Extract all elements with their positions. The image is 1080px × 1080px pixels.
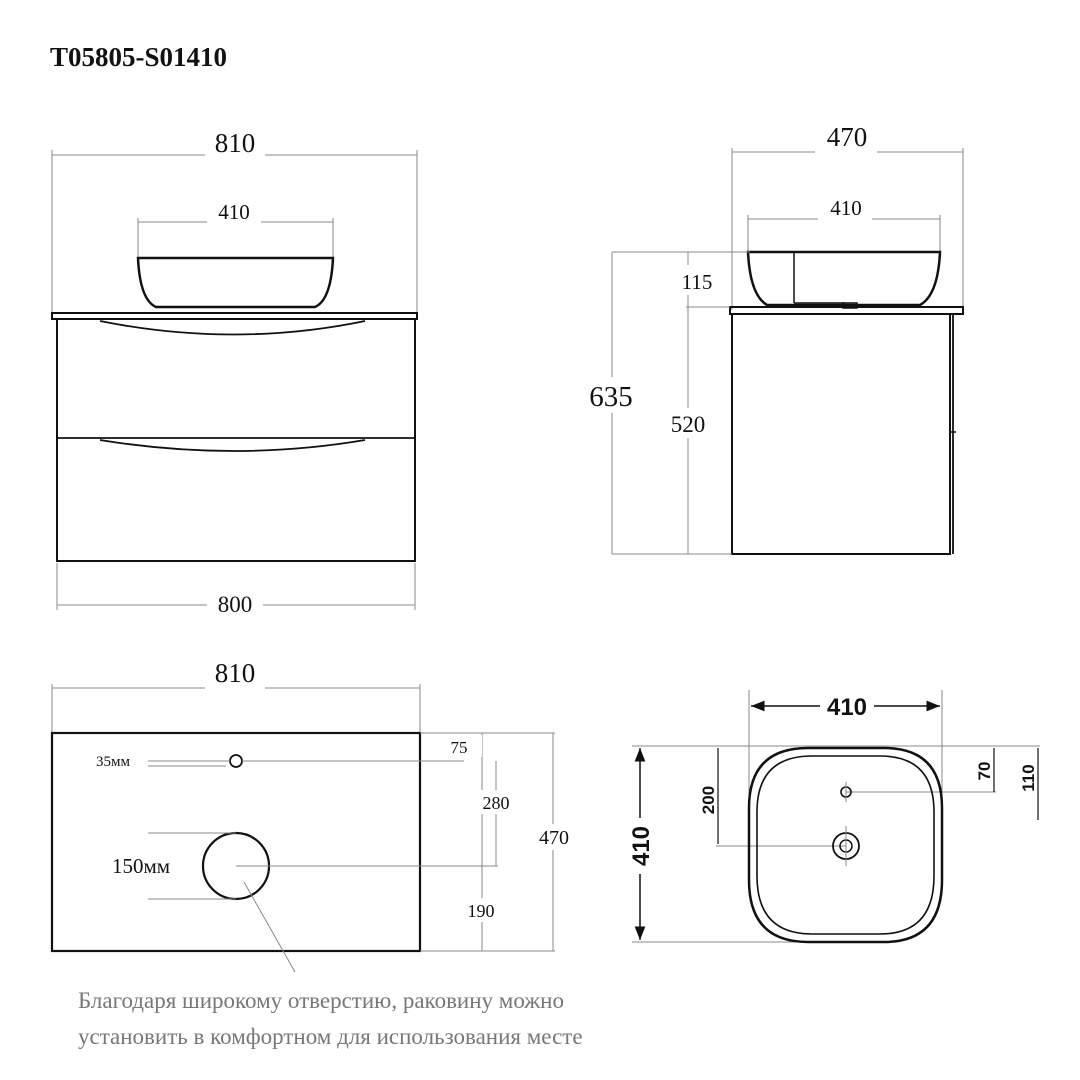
- side-basin-height-label: 115: [681, 270, 713, 294]
- top-dim-190: 190: [467, 901, 495, 921]
- top-dim-280: 280: [482, 793, 510, 813]
- top-dim-75: 75: [450, 738, 468, 757]
- tap-hole: [230, 755, 242, 767]
- drain-hole-label: 150мм: [112, 854, 171, 878]
- top-view: [52, 654, 578, 972]
- front-cabinet-width-label: 800: [217, 592, 253, 617]
- side-basin-width-label: 410: [830, 196, 862, 220]
- front-basin: [138, 258, 333, 307]
- note-line-1: Благодаря широкому отверстию, раковину можно: [78, 988, 564, 1013]
- side-basin: [748, 252, 940, 305]
- side-cabinet: [732, 314, 950, 554]
- side-total-height-label: 635: [589, 381, 633, 413]
- front-top-width-label: 810: [214, 128, 256, 158]
- top-depth-label: 470: [539, 827, 569, 849]
- basin-plan-view: [624, 688, 1040, 942]
- basin-depth-label: 410: [628, 825, 655, 867]
- basin-width-label: 410: [826, 694, 868, 721]
- side-cabinet-height-label: 520: [670, 412, 706, 437]
- front-view: [52, 122, 417, 620]
- basin-dim-70: 70: [975, 761, 994, 781]
- top-width-label: 810: [214, 658, 256, 688]
- front-basin-width-label: 410: [218, 200, 250, 224]
- basin-dim-200: 200: [699, 785, 718, 815]
- side-view: [583, 118, 963, 554]
- tap-hole-label: 35мм: [96, 754, 130, 770]
- note-line-2: установить в комфортном для использования месте: [78, 1024, 583, 1049]
- side-top-depth-label: 470: [826, 122, 868, 152]
- page-title: T05805-S01410: [50, 42, 228, 72]
- basin-dim-110: 110: [1019, 764, 1038, 792]
